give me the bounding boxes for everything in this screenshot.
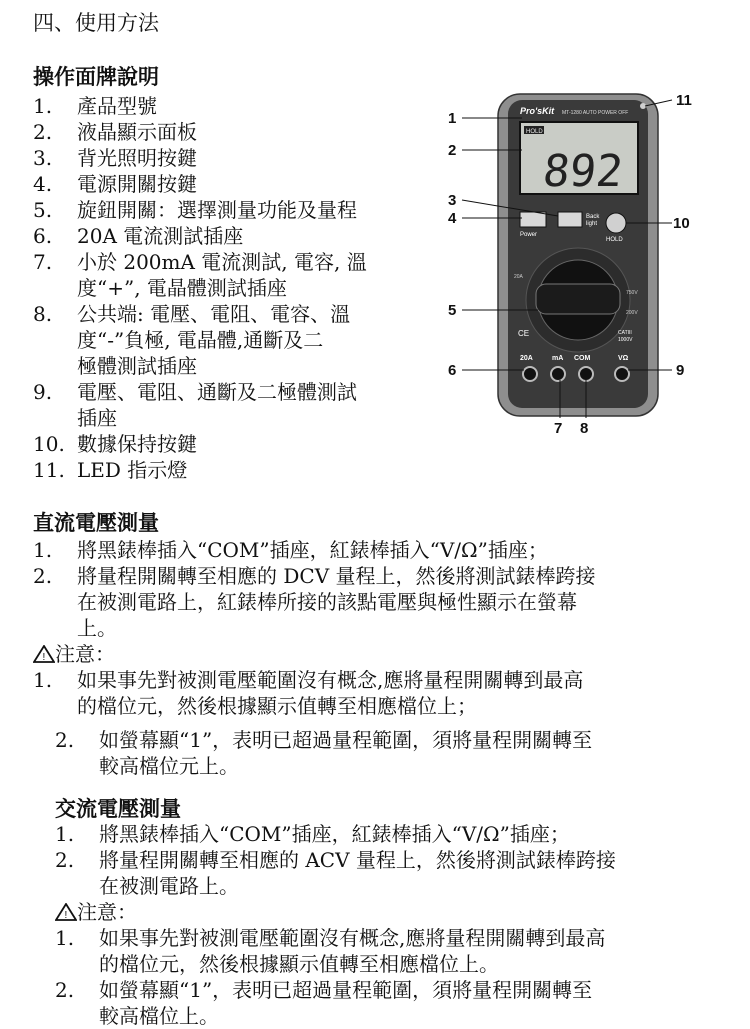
multimeter-illustration xyxy=(440,88,695,438)
list-item: 1. 將黑錶棒插入“COM”插座，紅錶棒插入“V/Ω”插座； xyxy=(55,822,570,846)
svg-text:!: ! xyxy=(42,652,46,663)
dcv-steps xyxy=(33,537,596,719)
callout-8: 8 xyxy=(580,420,589,437)
list-item: 1. 如果事先對被測電壓範圍沒有概念,應將量程開關轉到最高 xyxy=(33,668,584,692)
list-item-cont: 度“+”, 電晶體測試插座 xyxy=(77,276,287,300)
callout-9: 9 xyxy=(676,362,685,379)
dcv-heading: 直流電壓測量 xyxy=(33,510,159,535)
warning-icon xyxy=(55,903,77,921)
svg-text:light: light xyxy=(586,221,598,227)
list-item-cont: 較高檔位元上。 xyxy=(99,754,239,778)
list-item-cont: 插座 xyxy=(77,406,117,430)
list-item-cont: 較高檔位上。 xyxy=(99,1004,219,1028)
jack-label-com: COM xyxy=(574,355,591,362)
list-item: 1. 將黑錶棒插入“COM”插座，紅錶棒插入“V/Ω”插座； xyxy=(33,538,548,562)
list-item: 6. 20A 電流測試插座 xyxy=(33,224,244,248)
list-item-cont: 的檔位元，然後根據顯示值轉至相應檔位上； xyxy=(77,694,477,718)
list-item: 4. 電源開關按鍵 xyxy=(33,172,197,196)
list-item: 2. 將量程開關轉至相應的 DCV 量程上，然後將測試錶棒跨接 xyxy=(33,564,596,588)
list-item: 2. 如螢幕顯“1”，表明已超過量程範圍，須將量程開關轉至 xyxy=(55,978,593,1002)
jack-com xyxy=(579,367,593,381)
panel-heading: 操作面牌說明 xyxy=(33,64,159,89)
list-item: 1. 如果事先對被測電壓範圍沒有概念,應將量程開關轉到最高 xyxy=(55,926,606,950)
note-label: ! 注意： xyxy=(33,641,596,667)
hold-indicator: HOLD xyxy=(526,129,543,135)
brand-label: Pro'sKit xyxy=(520,106,555,116)
list-item: 7. 小於 200mA 電流測試, 電容, 溫 xyxy=(33,250,367,274)
power-button xyxy=(520,212,546,227)
svg-text:!: ! xyxy=(64,910,68,921)
callout-4: 4 xyxy=(448,210,457,227)
list-item: 3. 背光照明按鍵 xyxy=(33,146,197,170)
svg-text:200V: 200V xyxy=(626,310,638,316)
ce-mark: CE xyxy=(518,329,530,338)
dial-knob xyxy=(536,284,620,314)
backlight-label: Back xyxy=(586,214,600,220)
note-label: ! 注意： xyxy=(55,899,616,925)
list-item: 5. 旋鈕開關：選擇測量功能及量程 xyxy=(33,198,357,222)
callout-5: 5 xyxy=(448,302,457,319)
callout-11: 11 xyxy=(676,92,692,109)
svg-text:1000V: 1000V xyxy=(618,337,633,343)
list-item-cont: 度“-”負極, 電晶體,通斷及二 xyxy=(77,328,324,352)
list-item: 2. 如螢幕顯“1”，表明已超過量程範圍，須將量程開關轉至 xyxy=(55,728,593,752)
list-item-cont: 在被測電路上。 xyxy=(99,874,239,898)
svg-text:750V: 750V xyxy=(626,290,638,296)
warning-icon xyxy=(33,645,55,663)
svg-text:20A: 20A xyxy=(514,274,523,280)
list-item: 10. 數據保持按鍵 xyxy=(33,432,197,456)
dcv-note-2 xyxy=(55,727,592,779)
lcd-digits: 892 xyxy=(540,146,626,197)
callout-10: 10 xyxy=(673,215,690,232)
cat-label: CATIII xyxy=(618,330,632,336)
list-item: 9. 電壓、電阻、通斷及二極體測試 xyxy=(33,380,357,404)
backlight-button xyxy=(558,212,582,227)
list-item: 11. LED 指示燈 xyxy=(33,458,188,482)
callout-7: 7 xyxy=(554,420,563,437)
hold-label: HOLD xyxy=(606,237,623,243)
jack-20a xyxy=(523,367,537,381)
jack-label-vohm: VΩ xyxy=(618,355,629,362)
hold-button xyxy=(606,213,626,233)
callout-1: 1 xyxy=(448,110,457,127)
callout-3: 3 xyxy=(448,192,457,209)
jack-label-ma: mA xyxy=(552,355,564,362)
callout-6: 6 xyxy=(448,362,457,379)
list-item: 2. 液晶顯示面板 xyxy=(33,120,197,144)
list-item-cont: 的檔位元，然後根據顯示值轉至相應檔位上。 xyxy=(99,952,499,976)
acv-heading: 交流電壓測量 xyxy=(55,796,181,821)
list-item-cont: 在被測電路上，紅錶棒所接的該點電壓與極性顯示在螢幕 xyxy=(77,590,577,614)
model-label: MT-1280 AUTO POWER OFF xyxy=(562,110,629,116)
jack-label-20a: 20A xyxy=(520,355,533,362)
list-item: 2. 將量程開關轉至相應的 ACV 量程上，然後將測試錶棒跨接 xyxy=(55,848,616,872)
section-title: 四、使用方法 xyxy=(33,11,159,35)
jack-ma xyxy=(551,367,565,381)
list-item: 1. 產品型號 xyxy=(33,94,157,118)
acv-steps xyxy=(55,821,616,1029)
callout-2: 2 xyxy=(448,142,457,159)
list-item-cont: 極體測試插座 xyxy=(77,354,197,378)
list-item-cont: 上。 xyxy=(77,616,117,640)
list-item: 8. 公共端: 電壓、電阻、電容、溫 xyxy=(33,302,351,326)
power-label: Power xyxy=(520,232,538,238)
panel-list xyxy=(33,93,367,483)
jack-vohm xyxy=(615,367,629,381)
